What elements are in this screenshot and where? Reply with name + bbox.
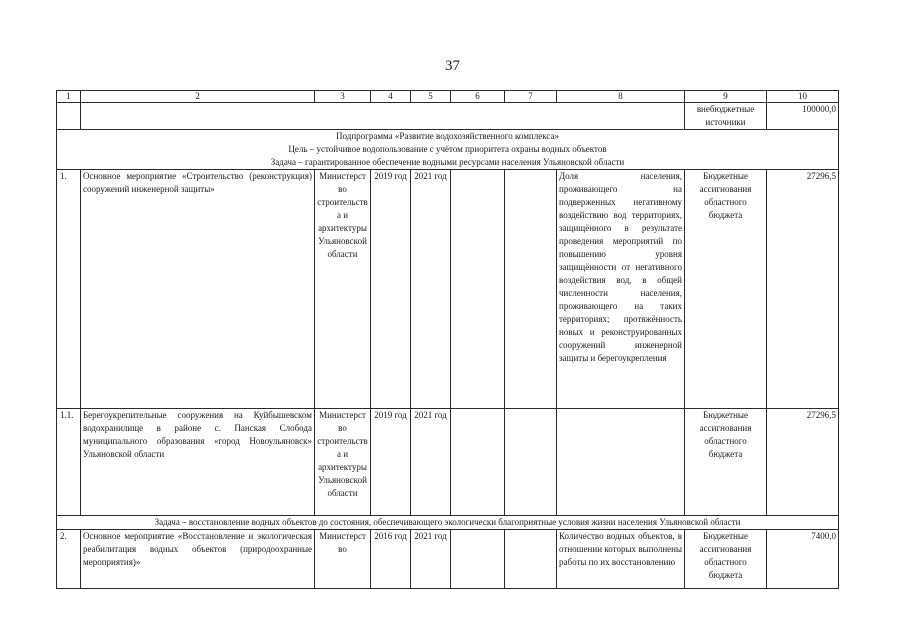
start-year: 2019 год <box>371 170 411 409</box>
empty-cell <box>505 409 557 516</box>
end-year: 2021 год <box>411 170 451 409</box>
subprogram-goal: Цель – устойчивое водопользование с учётом приоритета охраны водных объектов <box>288 144 607 154</box>
empty-cell <box>451 170 505 409</box>
column-header: 8 <box>557 91 685 103</box>
start-year: 2019 год <box>371 409 411 516</box>
funding-source: внебюджетные источники <box>685 103 767 130</box>
target-indicator <box>557 409 685 516</box>
subprogram-title: Подпрограмма «Развитие водохозяйственного комплекса» <box>336 131 559 141</box>
row-number: 2. <box>57 530 81 589</box>
empty-cell <box>505 530 557 589</box>
column-header: 4 <box>371 91 411 103</box>
column-header: 7 <box>505 91 557 103</box>
funding-amount: 27296,5 <box>767 409 839 516</box>
subprogram-task: Задача – гарантированное обеспечение водными ресурсами населения Ульяновской области <box>270 157 625 167</box>
column-header: 6 <box>451 91 505 103</box>
program-table <box>56 90 839 589</box>
funding-source: Бюджетные ассигнования областного бюджета <box>685 530 767 589</box>
funding-amount: 27296,5 <box>767 170 839 409</box>
executor: Министерство строительства и архитектуры Ульяновской области <box>315 170 371 409</box>
executor: Министерство строительства и архитектуры Ульяновской области <box>315 409 371 516</box>
page-number: 37 <box>445 58 460 74</box>
start-year: 2016 год <box>371 530 411 589</box>
funding-source: Бюджетные ассигнования областного бюджета <box>685 170 767 409</box>
carry-over-row <box>57 103 839 130</box>
empty-cell <box>451 530 505 589</box>
activity-name: Основное мероприятие «Строительство (реконструкция) сооружений инженерной защиты» <box>81 170 315 409</box>
task-header-row <box>57 516 839 530</box>
funding-amount: 7400,0 <box>767 530 839 589</box>
executor: Министерство <box>315 530 371 589</box>
target-indicator: Количество водных объектов, в отношении которых выполнены работы по их восстановлению <box>557 530 685 589</box>
column-header: 1 <box>57 91 81 103</box>
activity-name: Берегоукрепительные сооружения на Куйбышевском водохранилище в районе с. Панская Слобода муниципального образования «город Новоульяновск» Ульяновской области <box>81 409 315 516</box>
column-header: 5 <box>411 91 451 103</box>
subprogram-header-row <box>57 130 839 170</box>
funding-source: Бюджетные ассигнования областного бюджета <box>685 409 767 516</box>
end-year: 2021 год <box>411 530 451 589</box>
table-row <box>57 170 839 409</box>
column-header: 9 <box>685 91 767 103</box>
empty-cell <box>505 170 557 409</box>
funding-amount: 100000,0 <box>767 103 839 130</box>
end-year: 2021 год <box>411 409 451 516</box>
column-header-row <box>57 91 839 103</box>
table-row <box>57 530 839 589</box>
task-title: Задача – восстановление водных объектов до состояния, обеспечивающего экологически благоприятные условия жизни населения Ульяновской области <box>154 517 741 527</box>
column-header: 2 <box>81 91 315 103</box>
target-indicator: Доля населения, проживающего на подверженных негативному воздействию вод территориях, защищённого в результате проведения мероприятий по повышению уровня защищённости от негативного воздействия вод, в общей численности населения, проживающего на таких территориях; протяжённость новых и реконструированных сооружений инженерной защиты и берегоукрепления <box>557 170 685 409</box>
empty-cell <box>451 409 505 516</box>
column-header: 3 <box>315 91 371 103</box>
row-number: 1. <box>57 170 81 409</box>
activity-name: Основное мероприятие «Восстановление и экологическая реабилитация водных объектов (природоохранные мероприятия)» <box>81 530 315 589</box>
table-row <box>57 409 839 516</box>
column-header: 10 <box>767 91 839 103</box>
row-number: 1.1. <box>57 409 81 516</box>
